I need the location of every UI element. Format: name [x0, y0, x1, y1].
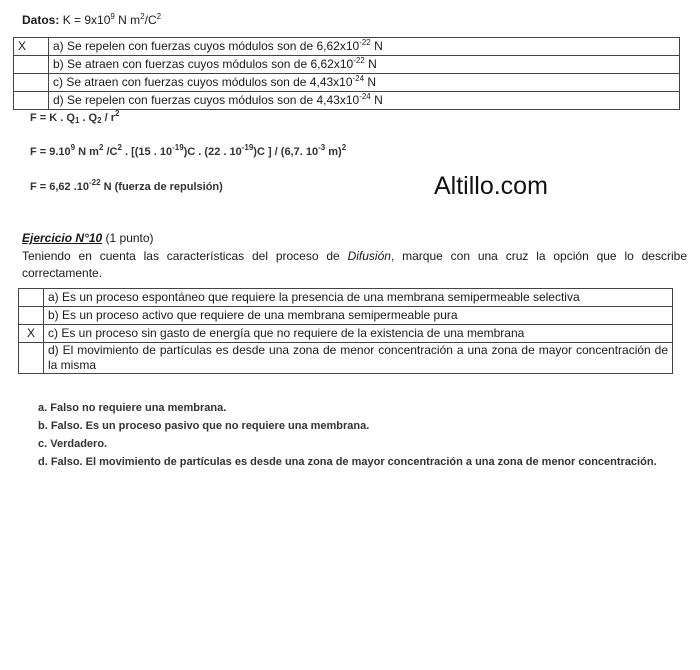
option-unit: N	[364, 57, 377, 71]
formula-part: . [(15 . 10	[121, 146, 173, 158]
statement-part: Teniendo en cuenta las características del proceso de	[22, 249, 348, 263]
options-table-q9	[13, 37, 680, 110]
option-text-cell	[49, 92, 680, 110]
option-text: b) Se atraen con fuerzas cuyos módulos son de 6,62x10	[53, 57, 354, 71]
formula-exp: -3	[318, 143, 326, 152]
formula-result	[30, 178, 223, 193]
formula-part: . Q	[79, 112, 98, 124]
option-text-cell: b) Es un proceso activo que requiere de una membrana semipermeable pura	[44, 307, 673, 325]
datos-unit-mid: /C	[144, 13, 157, 27]
formula-exp: 2	[115, 109, 120, 118]
option-text: a) Se repelen con fuerzas cuyos módulos son de 6,62x10	[53, 39, 360, 53]
answer-item: b. Falso. Es un proceso pasivo que no requiere una membrana.	[38, 420, 370, 432]
datos-exp: 9	[110, 12, 115, 21]
exercise-number: Ejercicio N°10	[22, 231, 103, 245]
exercise-title	[22, 231, 154, 245]
option-exp: -22	[353, 56, 365, 65]
table-row	[19, 343, 673, 374]
formula-part: )C ] / (6,7. 10	[253, 146, 319, 158]
option-mark-cell[interactable]: X	[14, 38, 49, 56]
answers-list	[38, 399, 678, 471]
option-mark-cell[interactable]	[14, 56, 49, 74]
answer-item: a. Falso no requiere una membrana.	[38, 402, 227, 414]
table-row	[14, 38, 680, 56]
option-text-cell: a) Es un proceso espontáneo que requiere la presencia de una membrana semipermeable selectiva	[44, 289, 673, 307]
option-exp: -24	[352, 74, 365, 83]
formula-line-1	[30, 109, 120, 125]
statement-part: , marque con una cruz la opción que lo describe correctamente.	[22, 249, 687, 280]
exercise-statement	[22, 248, 687, 282]
datos-formula: K = 9x10	[62, 13, 111, 27]
datos-unit: N m	[114, 13, 141, 27]
formula-part: N (fuerza de repulsión)	[100, 181, 223, 193]
table-row	[19, 307, 673, 325]
datos-line	[22, 13, 161, 27]
table-row	[14, 92, 680, 110]
formula-part: / r	[101, 112, 116, 124]
formula-exp: 2	[117, 143, 122, 152]
watermark-text: Altillo.com	[434, 172, 548, 200]
option-text: c) Se atraen con fuerzas cuyos módulos son de 4,43x10	[53, 75, 353, 89]
formula-exp: 2	[341, 143, 347, 152]
option-mark-cell[interactable]	[19, 307, 44, 325]
formula-exp: -22	[89, 178, 101, 187]
option-text-cell	[49, 38, 680, 56]
option-exp: -22	[359, 38, 371, 47]
option-mark-cell[interactable]	[19, 343, 44, 374]
formula-sub: 2	[97, 116, 102, 125]
formula-exp: -19	[241, 143, 254, 152]
formula-part: F = 9.10	[30, 146, 71, 158]
formula-part: )C . (22 . 10	[183, 146, 242, 158]
formula-exp: 2	[98, 143, 104, 152]
exercise-points: (1 punto)	[102, 231, 154, 245]
option-text-cell: c) Es un proceso sin gasto de energía que no requiere de la existencia de una membrana	[44, 325, 673, 343]
datos-label: Datos:	[22, 13, 60, 27]
option-exp: -24	[359, 92, 371, 101]
option-text: d) Se repelen con fuerzas cuyos módulos son de 4,43x10	[53, 93, 360, 107]
options-table-q10	[18, 288, 673, 374]
formula-line-2	[30, 143, 347, 158]
option-unit: N	[370, 39, 383, 53]
option-mark-cell[interactable]	[14, 74, 49, 92]
formula-part: /C	[103, 146, 118, 158]
formula-exp: -19	[172, 143, 184, 152]
table-row	[14, 56, 680, 74]
formula-part: m)	[325, 146, 342, 158]
answer-item: d. Falso. El movimiento de partículas es desde una zona de mayor concentración a una zona de menor concentración.	[38, 456, 657, 468]
formula-part: F = 6,62 .10	[30, 181, 90, 193]
statement-emphasis: Difusión	[347, 249, 391, 263]
option-mark-cell[interactable]: X	[19, 325, 44, 343]
formula-part: N m	[75, 146, 99, 158]
table-row	[19, 325, 673, 343]
option-mark-cell[interactable]	[19, 289, 44, 307]
option-text-cell	[49, 56, 680, 74]
option-text-cell	[49, 74, 680, 92]
table-row	[14, 74, 680, 92]
formula-sub: 1	[74, 116, 80, 125]
datos-unit-exp2: 2	[156, 12, 162, 21]
table-row	[19, 289, 673, 307]
option-mark-cell[interactable]	[14, 92, 49, 110]
option-text-cell: d) El movimiento de partículas es desde una zona de menor concentración a una zona de mayor concentración de la misma	[44, 343, 673, 374]
option-unit: N	[370, 93, 383, 107]
datos-unit-exp1: 2	[140, 12, 145, 21]
answer-item: c. Verdadero.	[38, 438, 108, 450]
formula-exp: 9	[70, 143, 76, 152]
formula-part: F = K . Q	[30, 112, 75, 124]
option-unit: N	[364, 75, 377, 89]
